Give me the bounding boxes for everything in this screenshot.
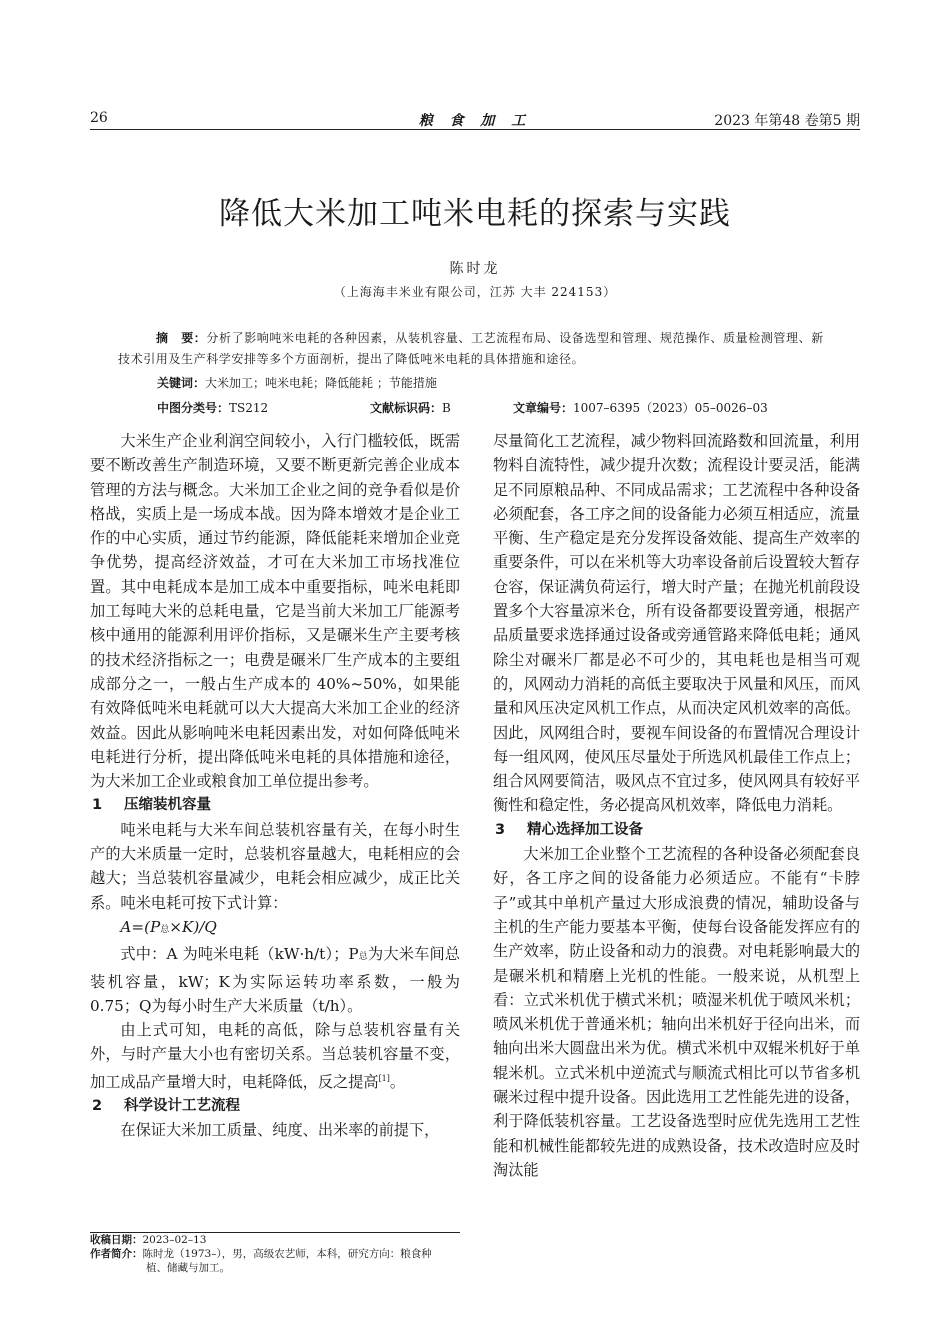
abstract: [118, 328, 834, 370]
journal-name: 粮 食 加 工: [418, 113, 532, 129]
article-number-label: 文章编号：: [513, 401, 574, 415]
issue-info: 2023 年第48 卷第5 期: [714, 113, 860, 129]
received-date: [90, 1233, 460, 1247]
right-column: [493, 429, 860, 1182]
section-1-heading: [90, 793, 460, 817]
bio-text-2: 植、储藏与加工。: [146, 1262, 230, 1274]
section-3-title: 精心选择加工设备: [527, 821, 643, 838]
formula-part-b: ×K)/Q: [169, 917, 217, 936]
section-1-paragraph-2: [90, 942, 460, 1018]
s1p2-part-a: 式中：A 为吨米电耗（kW·h/t）；P: [120, 945, 359, 964]
s1p3-end: 。: [389, 1072, 406, 1091]
paper-title: 降低大米加工吨米电耗的探索与实践: [219, 196, 731, 232]
document-code-label: 文献标识码：: [370, 401, 443, 415]
section-1-paragraph-1: 吨米电耗与大米车间总装机容量有关，在每小时生产的大米质量一定时，总装机容量越大，电耗相应的会越大；当总装机容量减少，电耗会相应减少，成正比关系。吨米电耗可按下式计算：: [90, 820, 460, 912]
affiliation: （上海海丰米业有限公司，江苏 大丰 224153）: [333, 285, 617, 299]
document-code-value: B: [442, 401, 451, 415]
keywords-text: 大米加工；吨米电耗；降低能耗 ；节能措施: [205, 376, 437, 390]
section-2-paragraph-1-start: 在保证大米加工质量、纯度、出米率的前提下，: [120, 1121, 440, 1140]
abstract-text: 分析了影响吨米电耗的各种因素，从装机容量、工艺流程布局、设备选型和管理、规范操作、质量检测管理、新技术引用及生产科学安排等多个方面剖析，提出了降低吨米电耗的具体措施和途径。: [118, 331, 824, 366]
author-bio: [90, 1247, 460, 1261]
keywords: [157, 373, 437, 394]
section-2-heading: [90, 1094, 460, 1118]
bio-text-1: 陈时龙（1973–），男，高级农艺师，本科，研究方向：粮食种: [142, 1248, 432, 1260]
article-number: [513, 398, 768, 419]
formula: [90, 915, 460, 942]
section-3-paragraph-1: 大米加工企业整个工艺流程的各种设备必须配套良好，各工序之间的设备能力必须适应。不能有“卡脖子”或其中单机产量过大形成浪费的情况，辅助设备与主机的生产能力要基本平衡，使每台设备能发挥应有的生产效率，防止设备和动力的浪费。对电耗影响最大的是碾米机和精磨上光机的性能。一般来说，从机型上看：立式米机优于横式米机；喷湿米机优于喷风米机；喷风米机优于普通米机；轴向出米机好于径向出米，而轴向出米大圆盘出米为优。横式米机中双辊米机好于单辊米机。立式米机中逆流式与顺流式相比可以节省多机碾米过程中提升设备。因此选用工艺性能先进的设备，利于降低装机容量。工艺设备选型时应优先选用工艺性能和机械性能都较先进的成熟设备，技术改造时应及时淘汰能: [493, 845, 860, 1179]
left-column: [90, 429, 460, 1143]
s1p3-text: 由上式可知，电耗的高低，除与总装机容量有关外，与时产量大小也有密切关系。当总装机容量不变，加工成品产量增大时，电耗降低，反之提高: [90, 1021, 460, 1091]
abstract-label: 摘 要：: [156, 331, 207, 345]
formula-subscript: 总: [160, 924, 170, 935]
section-2-paragraph-1-cont: 尽量简化工艺流程，减少物料回流路数和回流量，利用物料自流特性，减少提升次数；流程设计要灵活，能满足不同原粮品种、不同成品需求；工艺流程中各种设备必须配套，各工序之间的设备能力必须互相适应，流量平衡、生产稳定是充分发挥设备效能、提高生产效率的重要条件，可以在米机等大功率设备前后设置较大暂存仓容，保证满负荷运行，增大时产量；在抛光机前段设置多个大容量凉米仓，所有设备都要设置旁通，根据产品质量要求选择通过设备或旁通管路来降低电耗；通风除尘对碾米厂都是必不可少的，其电耗也是相当可观的，风网动力消耗的高低主要取决于风量和风压，而风量和风压决定风机工作点，从而决定风机效率的高低。因此，风网组合时，要视车间设备的布置情况合理设计每一组风网，使风压尽量处于所选风机最佳工作点上；组合风网要简洁，吸风点不宜过多，使风网具有较好平衡性和稳定性，务必提高风机效率，降低电力消耗。: [493, 432, 860, 815]
section-3-heading: [493, 818, 860, 842]
section-3-number: 3: [495, 821, 506, 838]
formula-part-a: A=(P: [120, 917, 161, 936]
document-code: [370, 398, 451, 419]
page-number: 26: [90, 110, 108, 126]
article-number-value: 1007–6395（2023）05–0026–03: [573, 401, 768, 415]
citation-ref: [1]: [378, 1073, 390, 1083]
keywords-label: 关键词：: [157, 376, 206, 390]
received-label: 收稿日期：: [90, 1234, 143, 1246]
s1p2-part-b: 为大米车间总装机容量，kW；K为实际运转功率系数，一般为0.75；Q为每小时生产大米质量（t/h）。: [90, 945, 460, 1015]
section-1-title: 压缩装机容量: [124, 797, 211, 814]
clc-number: [157, 398, 268, 419]
section-1-paragraph-3: [90, 1018, 460, 1094]
s1p2-subscript: 总: [358, 952, 368, 963]
received-value: 2023–02–13: [142, 1234, 207, 1246]
footnote: [90, 1233, 460, 1275]
header-rule: [90, 129, 860, 130]
clc-value: TS212: [229, 401, 269, 415]
section-1-number: 1: [92, 797, 103, 814]
section-2-title: 科学设计工艺流程: [124, 1098, 240, 1115]
author-name: 陈时龙: [449, 261, 501, 277]
intro-paragraph: 大米生产企业利润空间较小，入行门槛较低，既需要不断改善生产制造环境，又要不断更新完善企业成本管理的方法与概念。大米加工企业之间的竞争看似是价格战，实质上是一场成本战。因为降本增效才是企业工作的中心实质，通过节约能源，降低能耗来增加企业竞争优势，提高经济效益，才可在大米加工市场找准位置。其中电耗成本是加工成本中重要指标，吨米电耗即加工每吨大米的总耗电量，它是当前大米加工厂能源考核中通用的能源利用评价指标，又是碾米生产主要考核的技术经济指标之一；电费是碾米厂生产成本的主要组成部分之一，一般占生产成本的 40%~50%，如果能有效降低吨米电耗就可以大大提高大米加工企业的经济效益。因此从影响吨米电耗因素出发，对如何降低吨米电耗进行分析，提出降低吨米电耗的具体措施和途径，为大米加工企业或粮食加工单位提出参考。: [90, 432, 460, 791]
section-2-number: 2: [92, 1098, 103, 1115]
clc-label: 中图分类号：: [157, 401, 230, 415]
bio-label: 作者简介：: [90, 1248, 143, 1260]
